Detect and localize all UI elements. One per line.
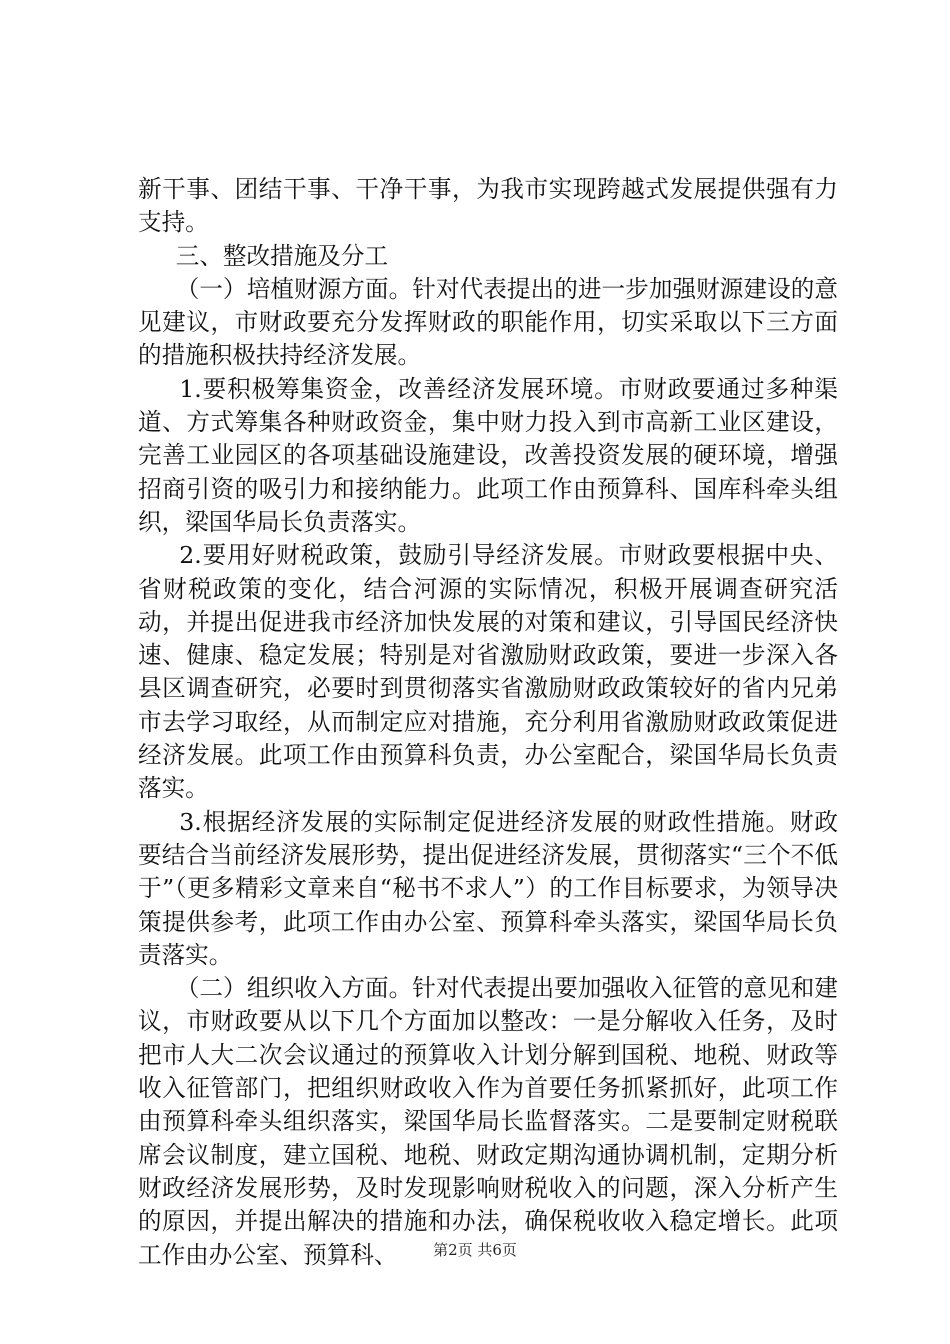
subsection-paragraph: （二）组织收入方面。针对代表提出要加强收入征管的意见和建议，市财政要从以下几个方面加以整改：一是分解收入任务，及时把市人大二次会议通过的预算收入计划分解到国税、地税、财政等收入征管部门，把组织财政收入作为首要任务抓紧抓好，此项工作由预算科牵头组织落实，梁国华局长监督落实。二是要制定财税联席会议制度，建立国税、地税、财政定期沟通协调机制，定期分析财政经济发展形势，及时发现影响财税收入的问题，深入分析产生的原因，并提出解决的措施和办法，确保税收收入稳定增长。此项工作由办公室、预算科、 — [138, 974, 838, 1269]
list-item-paragraph: 2.要用好财税政策，鼓励引导经济发展。市财政要根据中央、省财税政策的变化，结合河源的实际情况，积极开展调查研究活动，并提出促进我市经济加快发展的对策和建议，引导国民经济快速、健康、稳定发展；特别是对省激励财政政策，要进一步深入各县区调查研究，必要时到贯彻落实省激励财政政策较好的省内兄弟市去学习取经，从而制定应对措施，充分利用省激励财政政策促进经济发展。此项工作由预算科负责，办公室配合，梁国华局长负责落实。 — [138, 541, 838, 803]
page-footer: 第2页 共6页 — [433, 1241, 517, 1259]
list-item-paragraph: 3.根据经济发展的实际制定促进经济发展的财政性措施。财政要结合当前经济发展形势，提出促进经济发展，贯彻落实“三个不低于”（更多精彩文章来自“秘书不求人”）的工作目标要求，为领导决策提供参考，此项工作由办公室、预算科牵头落实，梁国华局长负责落实。 — [138, 807, 838, 969]
document-body — [138, 173, 838, 1272]
section-heading: 三、整改措施及分工 — [175, 241, 389, 270]
list-item-paragraph: 1.要积极筹集资金，改善经济发展环境。市财政要通过多种渠道、方式筹集各种财政资金，集中财力投入到市高新工业区建设，完善工业园区的各项基础设施建设，改善投资发展的硬环境，增强招商引资的吸引力和接纳能力。此项工作由预算科、国库科牵头组织，梁国华局长负责落实。 — [138, 374, 838, 536]
subsection-paragraph: （一）培植财源方面。针对代表提出的进一步加强财源建设的意见建议，市财政要充分发挥财政的职能作用，切实采取以下三方面的措施积极扶持经济发展。 — [138, 274, 838, 370]
paragraph-continuation: 新干事、团结干事、干净干事，为我市实现跨越式发展提供强有力支持。 — [138, 175, 838, 237]
